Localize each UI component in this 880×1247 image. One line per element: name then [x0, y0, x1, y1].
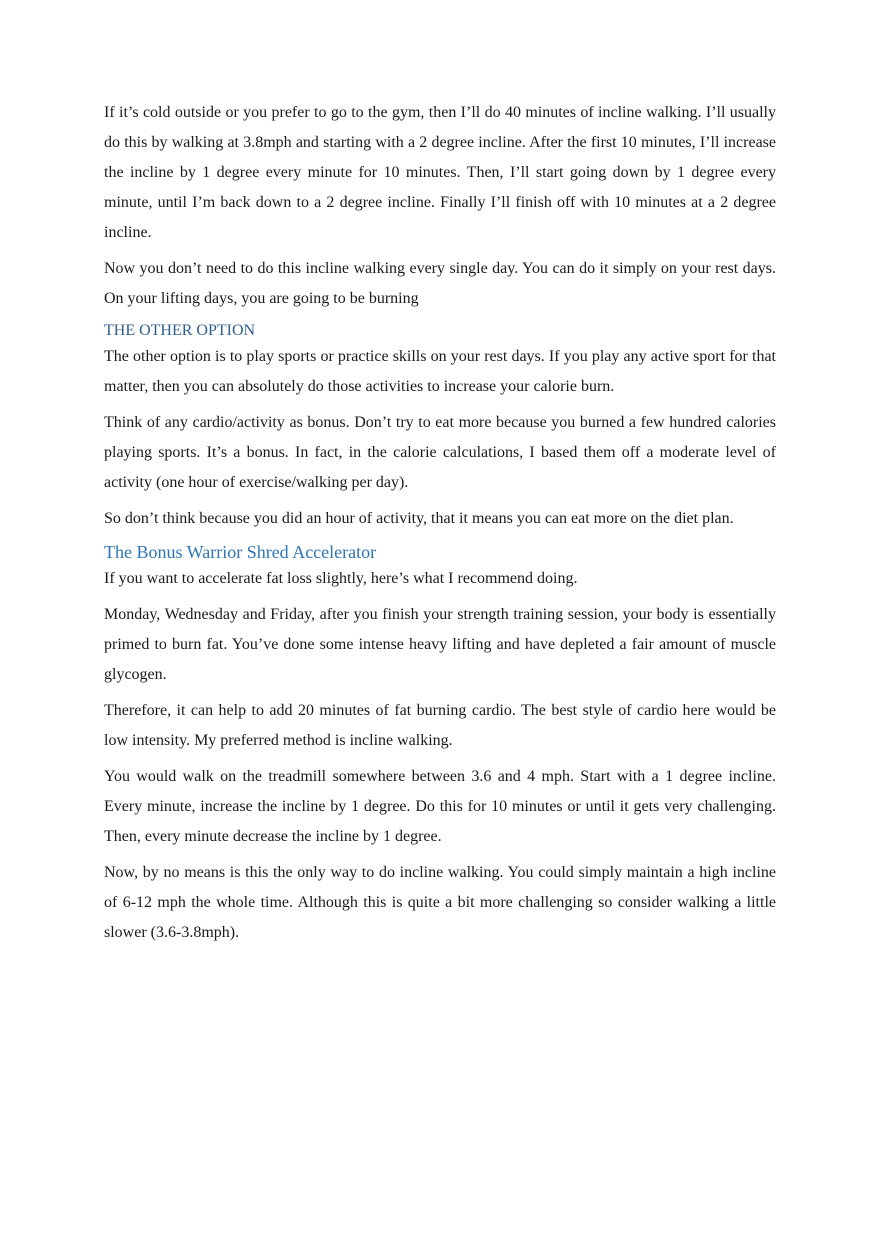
heading-other-option: THE OTHER OPTION — [104, 322, 256, 339]
paragraph-cardio-bonus: Think of any cardio/activity as bonus. Don’t try to eat more because you burned a few hundred calories playing sports. It’s a bonus. In fact, in the calorie calculations, I based them off a moderate level of activity (one hour of exercise/walking per day). — [104, 414, 776, 491]
paragraph-primed-to-burn: Monday, Wednesday and Friday, after you finish your strength training session, your body is essentially primed to burn fat. You’ve done some intense heavy lifting and have depleted a fair amount of muscle glycogen. — [104, 606, 776, 683]
paragraph-rest-days: Now you don’t need to do this incline walking every single day. You can do it simply on your rest days. On your lifting days, you are going to be burning — [104, 260, 776, 307]
paragraph-other-option: The other option is to play sports or practice skills on your rest days. If you play any active sport for that matter, then you can absolutely do those activities to increase your calorie burn. — [104, 348, 776, 395]
document-page — [104, 98, 776, 954]
paragraph-accelerate-intro: If you want to accelerate fat loss slightly, here’s what I recommend doing. — [104, 570, 578, 587]
paragraph-treadmill-protocol: You would walk on the treadmill somewhere between 3.6 and 4 mph. Start with a 1 degree incline. Every minute, increase the incline by 1 degree. Do this for 10 minutes or until it gets very challenging. Then, every minute decrease the incline by 1 degree. — [104, 768, 776, 845]
heading-bonus-accelerator: The Bonus Warrior Shred Accelerator — [104, 542, 377, 562]
paragraph-incline-walking: If it’s cold outside or you prefer to go to the gym, then I’ll do 40 minutes of incline walking. I’ll usually do this by walking at 3.8mph and starting with a 2 degree incline. After the first 10 minutes, I’ll increase the incline by 1 degree every minute for 10 minutes. Then, I’ll start going down by 1 degree every minute, until I’m back down to a 2 degree incline. Finally I’ll finish off with 10 minutes at a 2 degree incline. — [104, 104, 776, 241]
paragraph-alternative-method: Now, by no means is this the only way to do incline walking. You could simply maintain a high incline of 6-12 mph the whole time. Although this is quite a bit more challenging so consider walking a little slower (3.6-3.8mph). — [104, 864, 776, 941]
paragraph-fat-burning-cardio: Therefore, it can help to add 20 minutes of fat burning cardio. The best style of cardio here would be low intensity. My preferred method is incline walking. — [104, 702, 776, 749]
paragraph-dont-eat-more: So don’t think because you did an hour of activity, that it means you can eat more on the diet plan. — [104, 510, 734, 527]
